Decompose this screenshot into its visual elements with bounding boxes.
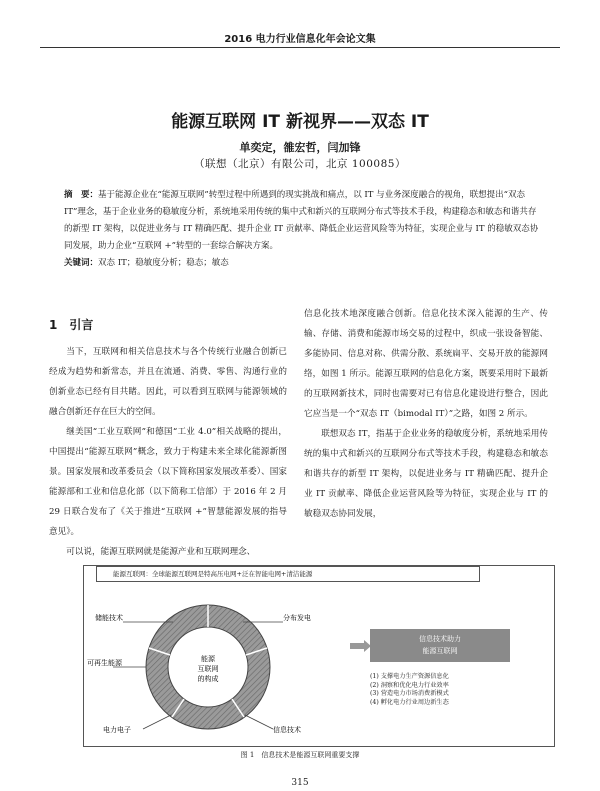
ring-label: 分布发电	[283, 614, 311, 622]
affiliation: （联想（北京）有限公司，北京 100085）	[194, 158, 406, 170]
header-rule	[40, 47, 560, 48]
paragraph: 信息化技术地深度融合创新。信息化技术深入能源的生产、传输、存储、消费和能源市场交易的过程中，织成一张设备智能、多能协同、信息对称、供需分散、系统扁平、交易开放的能源网络，如图 1 所示。能源互联网的信息化方案，既要采用时下最新的互联网新技术，同时也需要对已有信息化建设进行整合，因此它应当是一个“双态 IT（bimodal IT）”之路，如图 2 所示。	[304, 309, 548, 419]
center-label: 的构成	[197, 675, 219, 683]
arrow-icon	[350, 640, 372, 652]
paragraph: 继美国“工业互联网”和德国“工业 4.0”相关战略的提出，中国提出“能源互联网”概念，致力于构建未来全球化能源新图景。国家发展和改革委员会（以下简称国家发展改革委）、国家能源部和工业和信息化部（以下简称工信部）于 2016 年 2 月 29 日联合发布了《关于推进“互联网 +”智慧能源发展的指导意见》。	[49, 427, 287, 537]
keywords	[64, 256, 542, 268]
list-item: (3) 营造电力市场消费新模式	[370, 690, 449, 697]
info-box-title	[370, 629, 510, 662]
paper-title: 能源互联网 IT 新视界——双态 IT	[171, 112, 429, 132]
running-header: 2016 电力行业信息化年会论文集	[224, 34, 376, 45]
list-item: (1) 支撑电力生产资源信息化	[370, 673, 449, 680]
authors: 单奕定，雒宏哲，闫加锋	[239, 141, 361, 154]
abstract-label: 摘 要：	[64, 190, 99, 200]
section-heading: 1 引言	[49, 318, 94, 332]
paragraph: 可以说，能源互联网就是能源产业和互联网理念、	[66, 547, 256, 557]
keywords-text: 双态 IT；稳敏度分析；稳态；敏态	[98, 258, 229, 268]
paragraph: 联想双态 IT，指基于企业业务的稳敏度分析，系统地采用传统的集中式和新兴的互联网分布式等技术手段，构建稳态和敏态和谐共存的新型 IT 架构，以促进业务与 IT 精确匹配、提升企业 IT 贡献率、降低企业运营风险等为特征，实现企业与 IT 的敏稳双态协同发展，	[304, 429, 548, 519]
ring-label: 信息技术	[273, 726, 301, 734]
abstract	[64, 187, 542, 255]
center-label: 能源	[201, 655, 215, 663]
ring-diagram	[83, 582, 383, 747]
info-box-title-line: 能源互联网	[422, 647, 458, 655]
info-box-list	[370, 673, 520, 707]
leader-line	[143, 715, 171, 729]
abstract-text: 基于能源企业在“能源互联网”转型过程中所遇到的现实挑战和痛点，以 IT 与业务深度融合的视角，联想提出“双态 IT”理念，基于企业业务的稳敏度分析，系统地采用传统的集中式和新兴的互联网分布式等技术手段，构建稳态和敏态和谐共存的新型 IT 架构，以促进业务与 IT 精确匹配、提升企业 IT 贡献率、降低企业运营风险等为特征，实现企业与 IT 的稳敏双态协同发展，助力企业“互联网 +”转型的一套综合解决方案。	[64, 190, 539, 251]
leader-line	[245, 715, 273, 729]
info-box-title-line: 信息技术助力	[419, 635, 461, 643]
center-label: 互联网	[197, 665, 219, 673]
left-column	[49, 342, 287, 562]
paragraph: 当下，互联网和相关信息技术与各个传统行业融合创新已经成为趋势和新常态，并且在流通、消费、零售、沟通行业的创新业态已经有目共睹。因此，可以看到互联网与能源领域的融合创新还存在巨大的空间。	[49, 347, 287, 417]
figure-caption: 图 1 信息技术是能源互联网重要支撑	[240, 751, 360, 759]
ring-label: 电力电子	[103, 726, 131, 734]
right-column	[304, 304, 548, 524]
list-item: (2) 洞察和优化电力行业效率	[370, 681, 449, 689]
ring-label: 储能技术	[95, 614, 123, 622]
list-item: (4) 孵化电力行业周边新生态	[370, 698, 449, 706]
ring-label: 可再生能源	[87, 659, 122, 667]
keywords-label: 关键词：	[64, 258, 99, 268]
page-number: 315	[291, 778, 309, 788]
figure-banner: 能源互联网：全球能源互联网是特高压电网+泛在智能电网+清洁能源	[96, 566, 480, 582]
